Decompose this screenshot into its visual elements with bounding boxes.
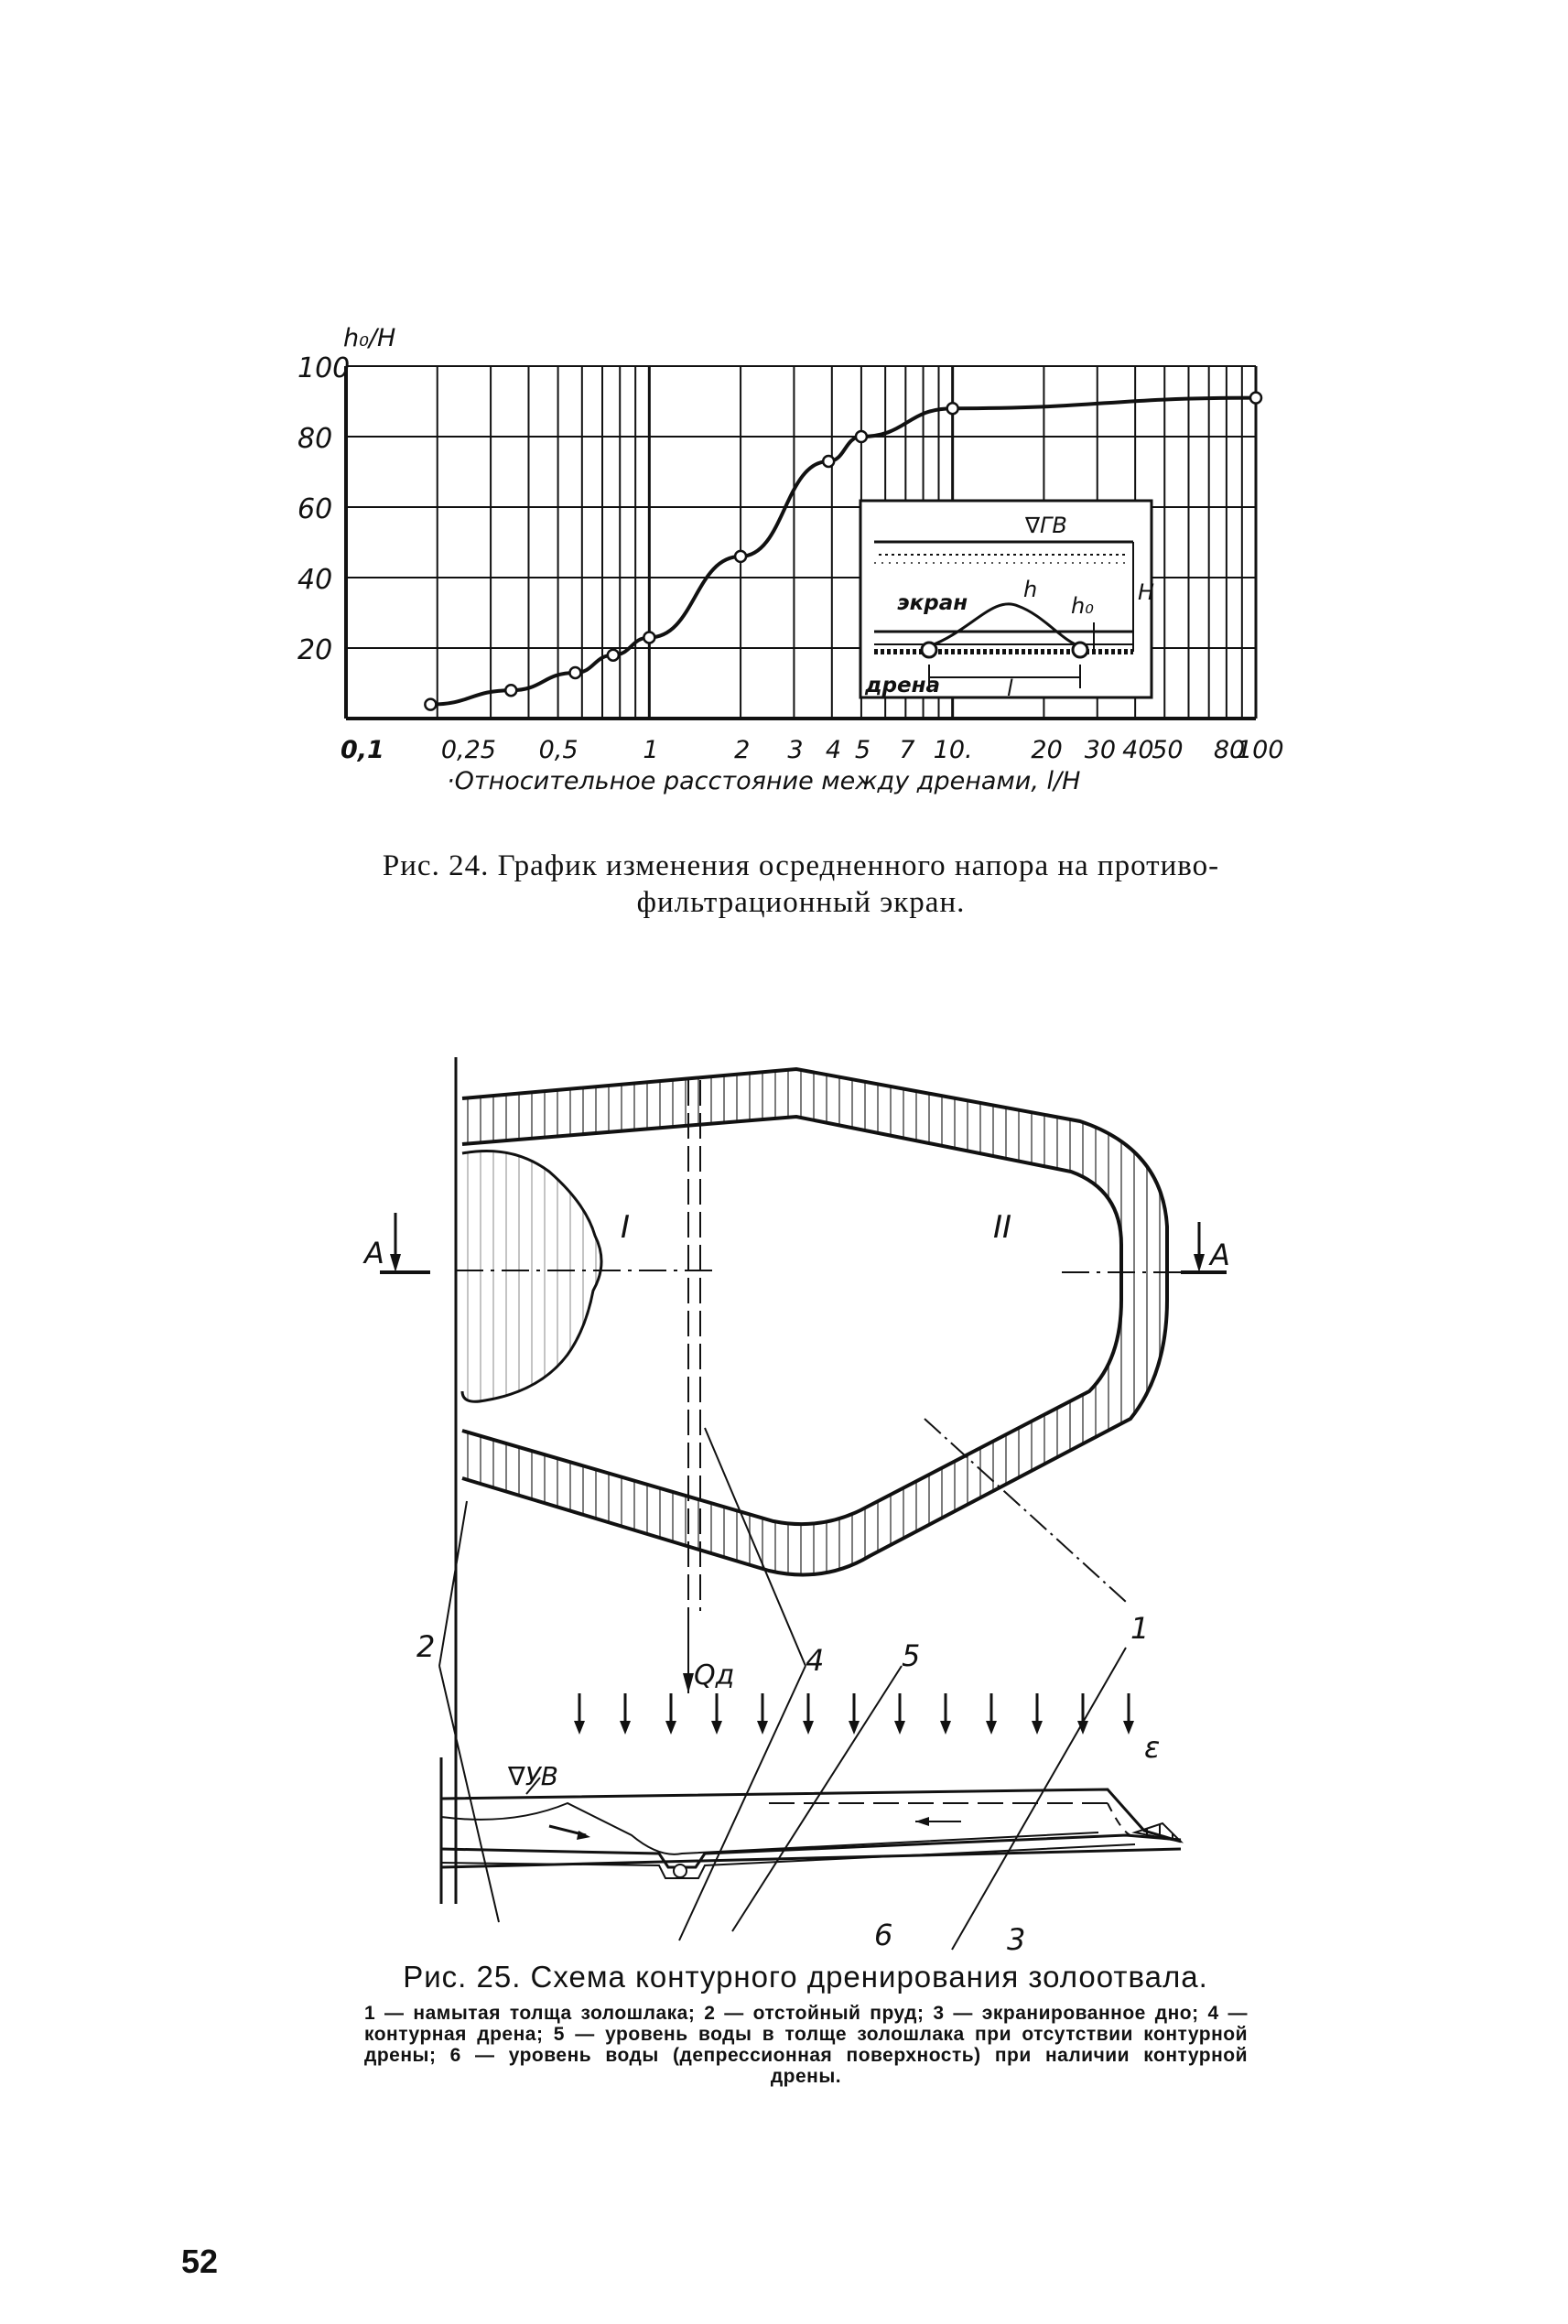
inset-label-l: l — [1007, 676, 1013, 701]
data-point — [643, 632, 654, 643]
label-6: 6 — [874, 1918, 893, 1952]
x-tick-label: 7 — [899, 736, 915, 764]
label-5: 5 — [902, 1638, 921, 1673]
rain-arrow-head — [803, 1721, 814, 1735]
figure-25-notes-text: 1 — намытая толща золошлака; 2 — отстойный пруд; 3 — экранированное дно; 4 — контурная дрена; 5 — уровень воды в толще золошлака при отсутствии контурной дрены; 6 — уровень воды (депрессионная поверхность) при наличии контурной дрены. — [364, 2003, 1248, 2087]
inset-label-h0: h₀ — [1071, 593, 1094, 619]
figure-24-title-text: Рис. 24. График изменения осредненного напора на противо- фильтрационный экран. — [382, 849, 1220, 919]
y-tick-labels — [297, 352, 350, 666]
figure-25-diagram — [0, 989, 1568, 1959]
x-tick-label: 2 — [734, 736, 751, 764]
rain-arrow-head — [940, 1721, 951, 1735]
data-point — [425, 699, 436, 710]
figure-24-caption — [302, 848, 1300, 921]
page-number — [181, 2243, 218, 2281]
data-point — [856, 431, 867, 442]
rain-arrow-head — [1123, 1721, 1134, 1735]
inset-label-gv: ∇ГВ — [1025, 513, 1067, 538]
inset-label-h: h — [1023, 577, 1038, 602]
infiltration-arrows — [574, 1693, 1134, 1735]
x-axis-label: ·Относительное расстояние между дренами, l/H — [447, 767, 1081, 795]
x-tick-label: 3 — [787, 736, 804, 764]
inset-label-drena: дрена — [865, 674, 941, 697]
y-axis-label: h₀/H — [343, 324, 396, 352]
rain-arrow-head — [757, 1721, 768, 1735]
y-tick-label: 80 — [297, 423, 333, 455]
label-section-left: A — [364, 1236, 384, 1270]
x-tick-label: 0,5 — [538, 736, 579, 764]
label-3: 3 — [1007, 1922, 1026, 1957]
rain-arrow-head — [711, 1721, 722, 1735]
y-tick-label: 20 — [297, 634, 333, 666]
label-zone-I: I — [621, 1209, 631, 1246]
figure-25-title-text: Рис. 25. Схема контурного дренирования золоотвала. — [403, 1960, 1208, 1994]
x-tick-label: 5 — [854, 736, 871, 764]
rain-arrow-head — [665, 1721, 676, 1735]
data-point — [505, 685, 516, 696]
inset-label-H: H — [1138, 579, 1155, 605]
inset-diagram — [860, 501, 1154, 701]
x-tick-label: 0,25 — [440, 736, 496, 764]
x-tick-label: 100 — [1237, 736, 1284, 764]
y-tick-label: 60 — [297, 493, 333, 525]
data-point — [608, 650, 619, 661]
page-number-text: 52 — [181, 2243, 219, 2280]
x-tick-label: 0,1 — [341, 736, 384, 764]
label-section-right: A — [1210, 1238, 1230, 1272]
x-tick-label: 4 — [825, 736, 842, 764]
label-level: ∇УВ — [508, 1761, 559, 1791]
data-point — [947, 403, 958, 414]
rain-arrow-head — [894, 1721, 905, 1735]
data-point — [735, 551, 746, 562]
label-epsilon: ε — [1144, 1730, 1161, 1765]
rain-arrow-head — [574, 1721, 585, 1735]
x-tick-label: 40 — [1122, 736, 1154, 764]
x-tick-label: 10. — [933, 736, 973, 764]
rain-arrow-head — [986, 1721, 997, 1735]
x-tick-label: 1 — [643, 736, 659, 764]
figure-25-caption — [362, 1959, 1249, 1995]
x-tick-label: 80 — [1213, 736, 1246, 764]
x-tick-labels — [341, 736, 1284, 764]
rain-arrow-head — [620, 1721, 631, 1735]
label-zone-II: II — [993, 1209, 1012, 1246]
figure-24-chart — [0, 0, 1568, 824]
inset-label-ekran: экран — [897, 591, 968, 615]
x-tick-label: 20 — [1031, 736, 1063, 764]
label-flow: Qд — [694, 1659, 735, 1692]
x-tick-label: 50 — [1152, 736, 1184, 764]
data-point — [569, 667, 580, 678]
figure-25-notes — [364, 2003, 1248, 2087]
rain-arrow-head — [1032, 1721, 1043, 1735]
x-tick-label: 30 — [1084, 736, 1117, 764]
label-2: 2 — [416, 1629, 436, 1664]
y-tick-label: 100 — [297, 352, 351, 384]
label-1: 1 — [1130, 1611, 1150, 1646]
data-point — [1250, 393, 1261, 404]
y-tick-label: 40 — [297, 564, 333, 596]
label-4: 4 — [806, 1643, 825, 1678]
rain-arrow-head — [849, 1721, 860, 1735]
data-point — [823, 456, 834, 467]
